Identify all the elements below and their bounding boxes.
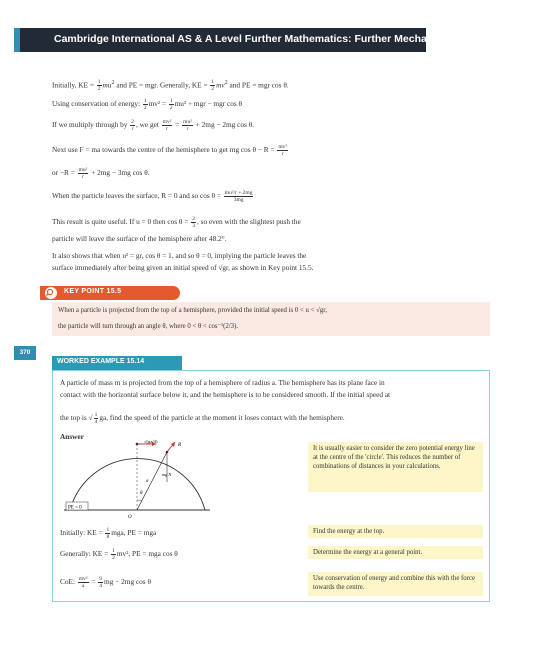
answer-label: Answer bbox=[60, 432, 84, 441]
step-generally: Generally: KE = $\frac{1}{2}$ mv², PE = mga cos θ bbox=[60, 548, 178, 561]
svg-text:θ: θ bbox=[140, 491, 143, 496]
svg-text:mg N: mg N bbox=[162, 472, 172, 477]
body-line-6: When the particle leaves the surface, R = 0 and so cos θ = $\frac{\text{mu²/r + 2mg}}{3mg}$ bbox=[52, 190, 253, 203]
body-line-1: Initially, KE = $\frac{1}{2}$ $mu^2$ and PE = mgr. Generally, KE = $\frac{1}{2}$ $mv^2$ and PE = mgr cos θ. bbox=[52, 79, 289, 93]
worked-example-label: WORKED EXAMPLE 15.14 bbox=[57, 358, 145, 365]
body-line-8: particle will leave the surface of the hemisphere after 48.2°. bbox=[52, 234, 227, 243]
body-line-2: Using conservation of energy: $\frac{1}{2}$ mv² = $\frac{1}{2}$ mu² + mgr − mgr cos θ bbox=[52, 98, 243, 111]
page-header bbox=[14, 28, 448, 52]
question-line-2: contact with the horizontal surface below it, and the hemisphere is to be considered smooth. If the initial speed at bbox=[60, 390, 391, 399]
step-coe: CoE: $\frac{\text{mv²}}{a}$ = $\frac{9}{4}$ mg − 2mg cos θ bbox=[60, 576, 151, 589]
svg-text:√(ga/4): √(ga/4) bbox=[144, 440, 158, 444]
svg-text:a: a bbox=[146, 479, 149, 484]
body-line-9: It also shows that when u² = gr, cos θ = 1, and so θ = 0, implying the particle leaves the bbox=[52, 251, 307, 260]
note-energy-general: Determine the energy at a general point. bbox=[308, 546, 483, 559]
key-point-line-1: When a particle is projected from the top of a hemisphere, provided the initial speed is 0 < u < √gr, bbox=[58, 307, 327, 314]
body-line-10: surface immediately after being given an initial speed of √gr, as shown in Key point 15.5. bbox=[52, 263, 314, 272]
key-point-line-2: the particle will turn through an angle θ, where 0 < θ < cos⁻¹(2/3). bbox=[58, 323, 239, 330]
body-line-5: or −R = $\frac{\text{mu²}}{r}$ + 2mg − 3mg cos θ. bbox=[52, 167, 150, 180]
note-combine: Use conservation of energy and combine this with the force towards the centre. bbox=[308, 572, 483, 596]
hemisphere-diagram bbox=[60, 440, 210, 522]
body-line-4: Next use F = ma towards the centre of the hemisphere to get mg cos θ − R = $\frac{\text{mv²}}{r}$ bbox=[52, 144, 288, 157]
key-point-label: KEY POINT 15.5 bbox=[64, 288, 122, 295]
note-zero-pe: It is usually easier to consider the zero potential energy line at the centre of the 'circle'. This reduces the number of combinations of distances in your calculations. bbox=[308, 442, 483, 492]
svg-text:O: O bbox=[128, 515, 132, 520]
step-initially: Initially: KE = $\frac{1}{8}$ mga, PE = mga bbox=[60, 527, 157, 540]
body-line-7: This result is quite useful. If u = 0 then cos θ = $\frac{2}{3}$ , so even with the slightest push the bbox=[52, 216, 301, 229]
question-line-3: the top is √ $\frac{1}{4}$ ga, find the speed of the particle at the moment it loses contact with the hemisphere. bbox=[60, 412, 345, 425]
radius-line bbox=[137, 452, 167, 510]
page-number: 370 bbox=[14, 346, 36, 360]
question-line-1: A particle of mass m is projected from the top of a hemisphere of radius a. The hemisphere has its plane face in bbox=[60, 378, 385, 387]
search-icon bbox=[44, 286, 58, 300]
svg-text:R: R bbox=[178, 443, 182, 448]
svg-text:PE = 0: PE = 0 bbox=[68, 505, 82, 511]
hemisphere-arc bbox=[70, 459, 205, 510]
header-title: Cambridge International AS & A Level Further Mathematics: Further Mechanics bbox=[54, 33, 448, 45]
note-energy-top: Find the energy at the top. bbox=[308, 525, 483, 538]
body-line-3: If we multiply through by $\frac{2}{r}$ , we get $\frac{\text{mv²}}{r}$ = $\frac{\text{mu²}}{r}$ + 2mg − 2mg cos θ. bbox=[52, 119, 255, 132]
